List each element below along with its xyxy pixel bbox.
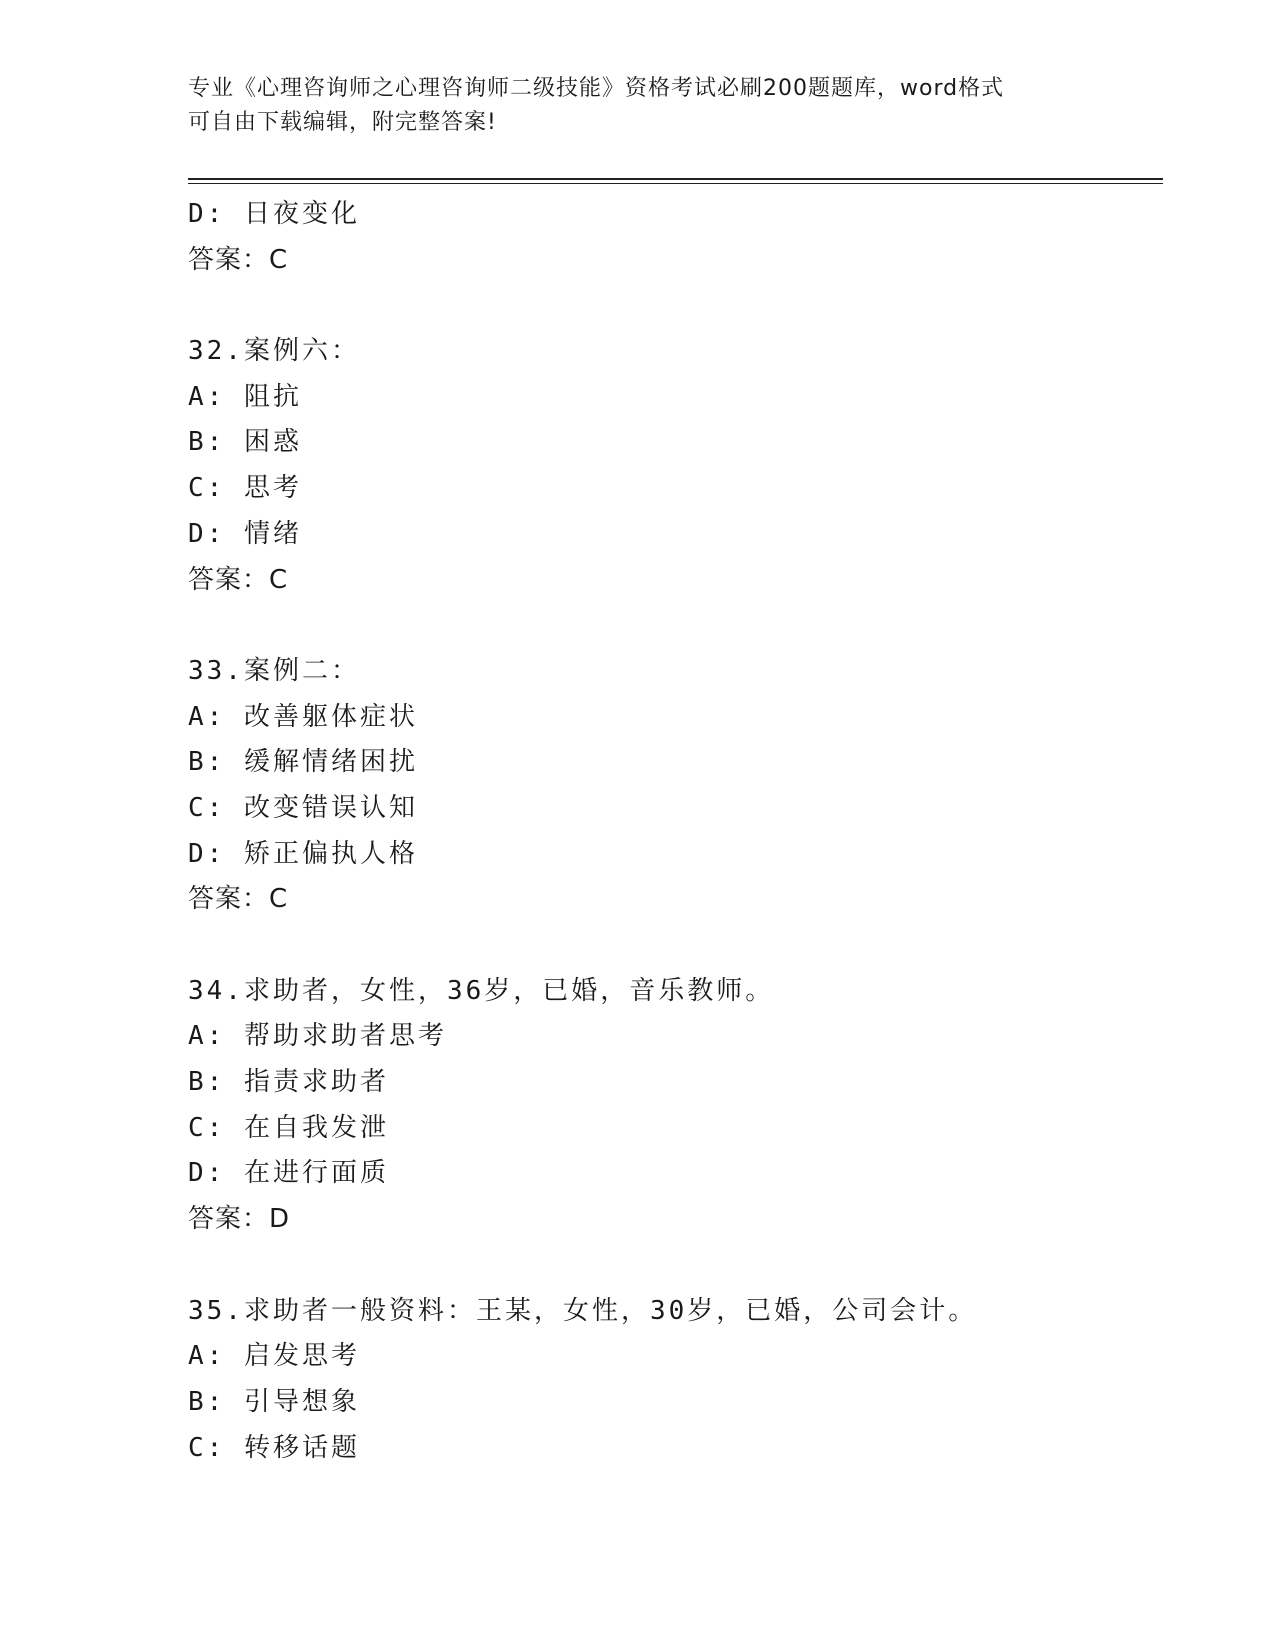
option-c: C: 改变错误认知 bbox=[188, 792, 418, 823]
header-divider-thick bbox=[188, 178, 1163, 180]
option-c: C: 在自我发泄 bbox=[188, 1112, 389, 1143]
question-stem: 33.案例二： bbox=[188, 655, 360, 686]
question-list bbox=[188, 192, 1168, 1471]
question-block-32 bbox=[188, 329, 1168, 603]
header-title-line-2: 可自由下载编辑，附完整答案! bbox=[188, 110, 497, 135]
question-stem: 34.求助者，女性，36岁，已婚，音乐教师。 bbox=[188, 975, 775, 1006]
option-d: D: 情绪 bbox=[188, 518, 302, 549]
spacer bbox=[188, 283, 1168, 329]
spacer bbox=[188, 923, 1168, 969]
answer-line: 答案：C bbox=[188, 244, 289, 275]
option-c: C: 思考 bbox=[188, 473, 302, 504]
spacer bbox=[188, 603, 1168, 649]
answer-line: 答案：C bbox=[188, 884, 289, 915]
answer-line: 答案：D bbox=[188, 1204, 291, 1235]
header-title-line-1: 专业《心理咨询师之心理咨询师二级技能》资格考试必刷200题题库，word格式 bbox=[188, 76, 1005, 101]
question-block-31 bbox=[188, 192, 1168, 283]
option-a: A: 阻抗 bbox=[188, 381, 302, 412]
question-stem: 35.求助者一般资料：王某，女性，30岁，已婚，公司会计。 bbox=[188, 1295, 978, 1326]
option-d: D: 在进行面质 bbox=[188, 1158, 389, 1189]
question-block-33 bbox=[188, 649, 1168, 923]
option-b: B: 困惑 bbox=[188, 427, 302, 458]
option-b: B: 指责求助者 bbox=[188, 1067, 389, 1098]
question-block-34 bbox=[188, 969, 1168, 1243]
option-d: D: 日夜变化 bbox=[188, 199, 360, 229]
question-stem: 32.案例六： bbox=[188, 336, 360, 367]
option-a: A: 启发思考 bbox=[188, 1341, 360, 1372]
header-divider-thin bbox=[188, 183, 1163, 184]
spacer bbox=[188, 1243, 1168, 1289]
option-b: B: 缓解情绪困扰 bbox=[188, 747, 418, 778]
option-c: C: 转移话题 bbox=[188, 1432, 360, 1463]
question-block-35 bbox=[188, 1289, 1168, 1472]
option-a: A: 帮助求助者思考 bbox=[188, 1021, 447, 1052]
option-b: B: 引导想象 bbox=[188, 1386, 360, 1417]
option-a: A: 改善躯体症状 bbox=[188, 701, 418, 732]
document-header bbox=[188, 72, 1108, 140]
option-d: D: 矫正偏执人格 bbox=[188, 838, 418, 869]
answer-line: 答案：C bbox=[188, 564, 289, 595]
